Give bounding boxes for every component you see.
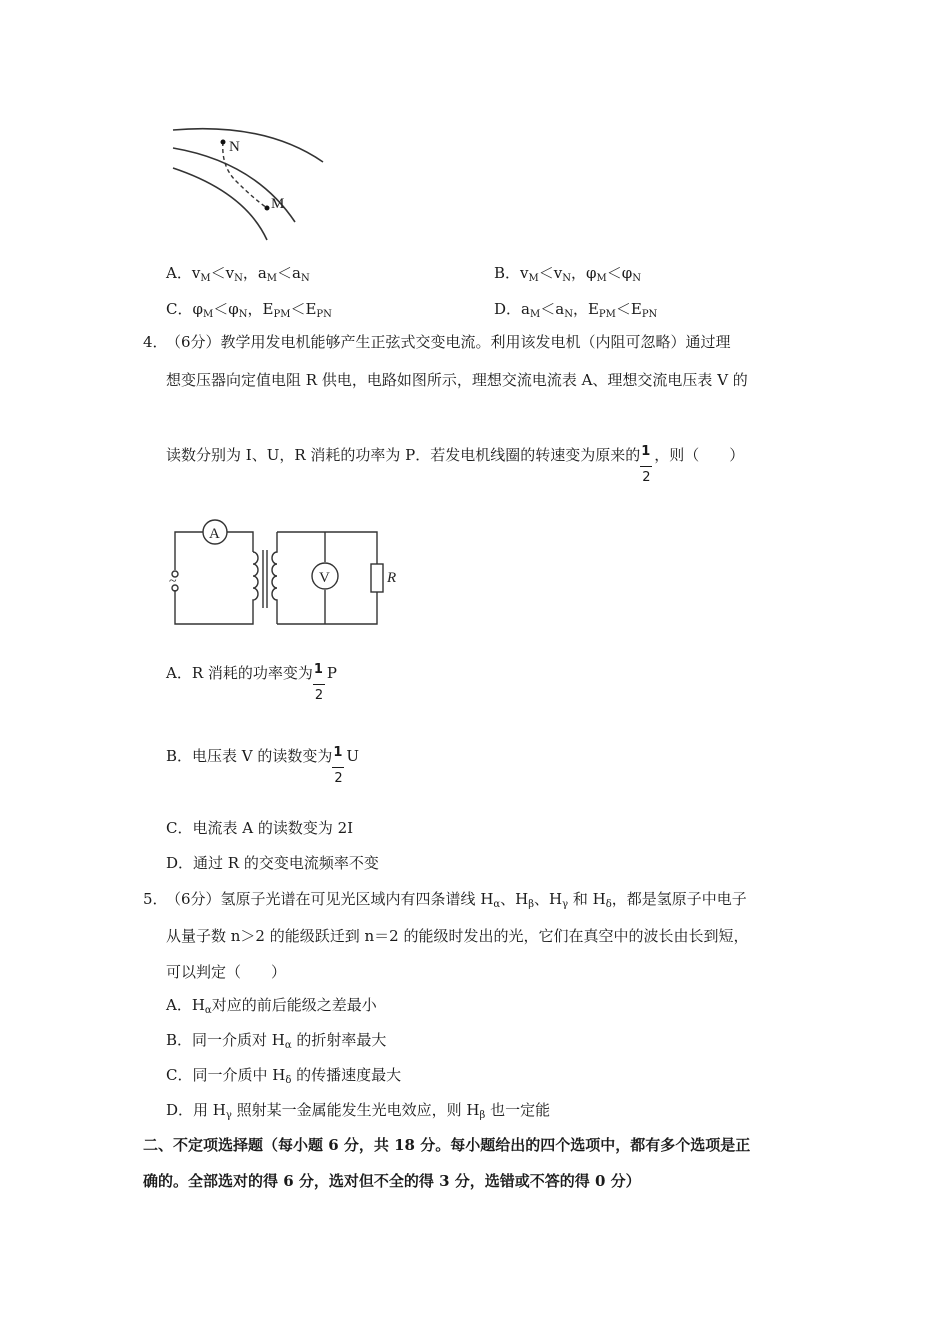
section-2-heading-line-2: 确的。全部选对的得 6 分，选对但不全的得 3 分，选错或不答的得 0 分） — [143, 1172, 641, 1190]
circuit-diagram — [165, 512, 405, 630]
section-2-heading-line-1: 二、不定项选择题（每小题 6 分，共 18 分。每小题给出的四个选项中，都有多个选项是正 — [143, 1136, 751, 1154]
q4-line-3: 读数分别为 I、U，R 消耗的功率为 P．若发电机线圈的转速变为原来的 $\frac{1}{2}$ ，则（ ） — [166, 444, 745, 485]
label-n: N — [229, 139, 240, 155]
q4-option-b: B．电压表 V 的读数变为 $\frac{1}{2}$ U — [166, 745, 360, 786]
fraction-half: $\frac{1}{2}$ — [641, 444, 651, 485]
q3-option-a: A．$v_M<v_N$，$a_M<a_N$ — [166, 264, 310, 284]
field-lines-figure — [165, 122, 330, 244]
voltmeter-label: V — [319, 570, 330, 586]
q4-option-c: C．电流表 A 的读数变为 2I — [166, 819, 354, 837]
q5-line-2: 从量子数 n＞2 的能级跃迁到 n＝2 的能级时发出的光，它们在真空中的波长由长到短， — [166, 927, 749, 945]
point-n — [221, 140, 226, 145]
q5-number: 5． — [143, 890, 168, 908]
ac-source-symbol: ~ — [169, 574, 177, 589]
q4-option-a: A．R 消耗的功率变为 $\frac{1}{2}$ P — [166, 662, 337, 703]
q4-line-1: （6分）教学用发电机能够产生正弦式交变电流。利用该发电机（内阻可忽略）通过理 — [166, 333, 731, 351]
q3-option-b: B．$v_M<v_N$，$\varphi_M<\varphi_N$ — [494, 264, 642, 284]
q5-line-1: （6分）氢原子光谱在可见光区域内有四条谱线 $H_\alpha$、$H_\beta$、$H_\gamma$ 和 $H_\delta$，都是氢原子中电子 — [166, 890, 747, 910]
ammeter-label: A — [209, 526, 220, 542]
q4-line-2: 想变压器向定值电阻 R 供电，电路如图所示，理想交流电流表 A、理想交流电压表 V 的 — [166, 371, 748, 389]
field-line-top — [173, 129, 323, 162]
q4-number: 4． — [143, 333, 168, 351]
resistor-label: R — [387, 570, 397, 586]
q5-option-b: B．同一介质对 $H_\alpha$ 的折射率最大 — [166, 1031, 387, 1051]
q3-option-c: C．$\varphi_M<\varphi_N$，$E_{PM}<E_{PN}$ — [166, 300, 332, 320]
q4-option-d: D．通过 R 的交变电流频率不变 — [166, 854, 379, 872]
q5-option-a: A．$H_\alpha$对应的前后能级之差最小 — [166, 996, 377, 1016]
q5-option-c: C．同一介质中 $H_\delta$ 的传播速度最大 — [166, 1066, 402, 1086]
label-m: M — [271, 196, 285, 212]
point-m — [265, 206, 270, 211]
q5-line-3: 可以判定（ ） — [166, 963, 287, 981]
q5-option-d: D．用 $H_\gamma$ 照射某一金属能发生光电效应，则 $H_\beta$ 也一定能 — [166, 1101, 551, 1121]
q3-option-d: D．$a_M<a_N$，$E_{PM}<E_{PN}$ — [494, 300, 658, 320]
